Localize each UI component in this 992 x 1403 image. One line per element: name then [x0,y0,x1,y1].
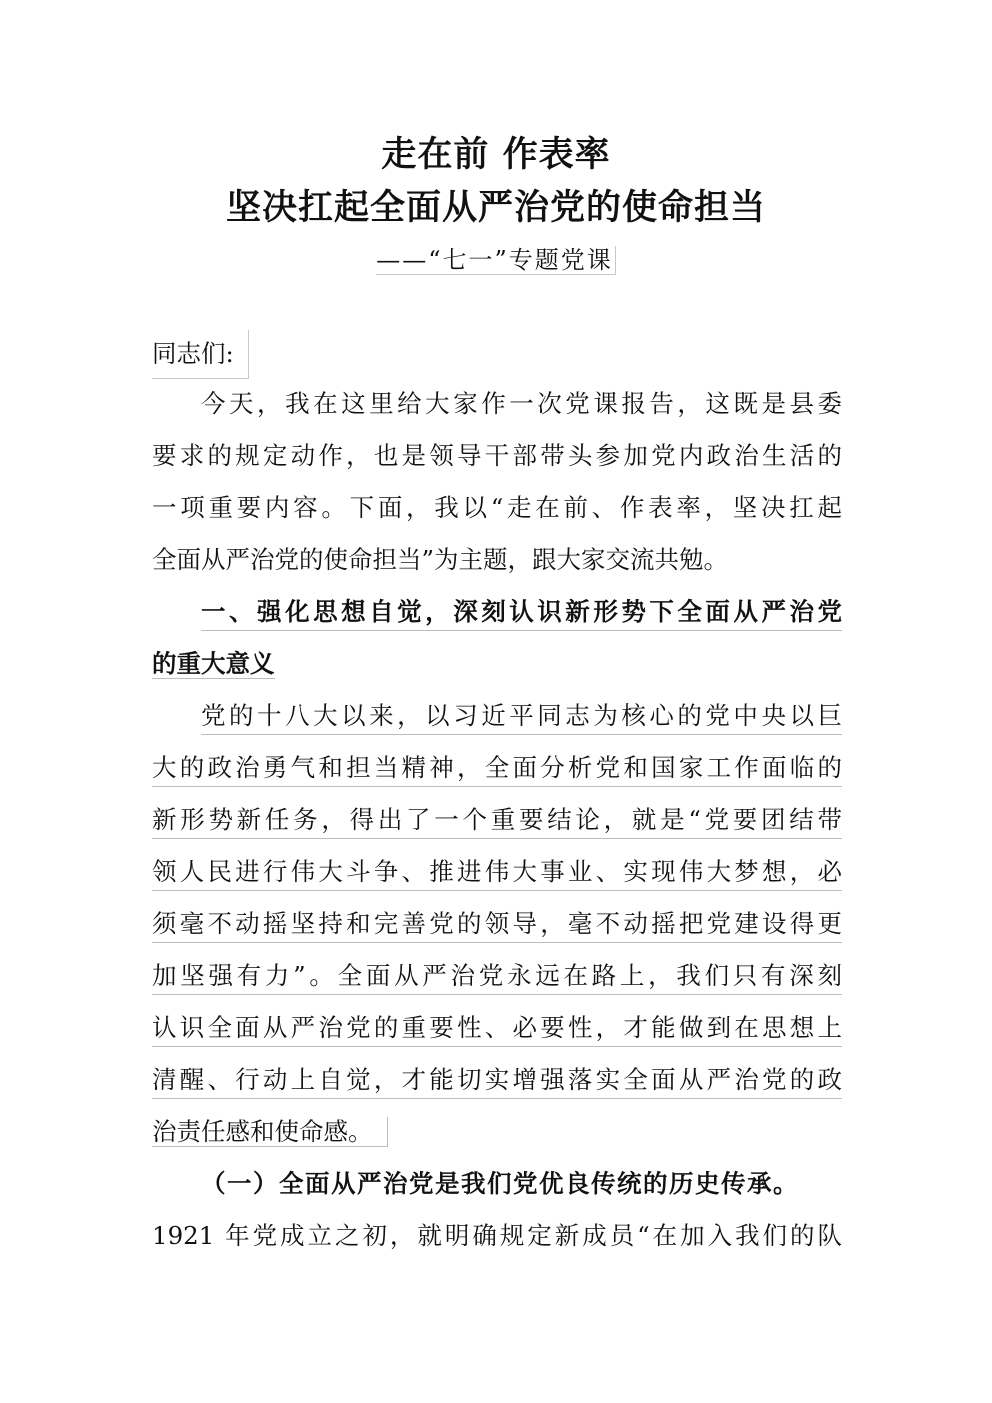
title-line-2: 坚决扛起全面从严治党的使命担当 [225,187,766,228]
subtitle-text: ——“七一”专题党课 [376,246,616,275]
title-line-1: 走在前 作表率 [381,134,611,175]
intro-line-4: 全面从严治党的使命担当”为主题，跟大家交流共勉。 [152,545,729,574]
greeting: 同志们: [152,330,249,379]
para-1-line-2: 大的政治勇气和担当精神，全面分析党和国家工作面临的 [152,742,842,787]
intro-line-1: 今天，我在这里给大家作一次党课报告，这既是县委 [201,389,842,418]
heading-1-line-2 [152,638,842,690]
para-1-line-9 [152,1106,842,1158]
para-1-line-4: 领人民进行伟大斗争、推进伟大事业、实现伟大梦想，必 [152,846,842,891]
para-1-line-3: 新形势新任务，得出了一个重要结论，就是“党要团结带 [152,794,842,839]
heading-1-line-1: 一、强化思想自觉，深刻认识新形势下全面从严治党 [201,586,842,631]
para-1-line-1: 党的十八大以来，以习近平同志为核心的党中央以巨 [201,690,842,735]
para-2-line-1: 1921 年党成立之初，就明确规定新成员“在加入我们的队 [152,1221,842,1250]
para-1-line-9-text: 治责任感和使命感。 [152,1117,388,1147]
heading-1-line-2-text: 的重大意义 [152,649,275,678]
subtitle [0,240,992,280]
para-1-line-7: 认识全面从严治党的重要性、必要性，才能做到在思想上 [152,1002,842,1047]
intro-line-2: 要求的规定动作，也是领导干部带头参加党内政治生活的 [152,441,842,470]
intro-line-3: 一项重要内容。下面，我以“走在前、作表率，坚决扛起 [152,493,842,522]
subheading-1: （一）全面从严治党是我们党优良传统的历史传承。 [201,1169,799,1198]
para-1-line-6: 加坚强有力”。全面从严治党永远在路上，我们只有深刻 [152,950,842,995]
para-1-line-5: 须毫不动摇坚持和完善党的领导，毫不动摇把党建设得更 [152,898,842,943]
para-1-line-8: 清醒、行动上自觉，才能切实增强落实全面从严治党的政 [152,1054,842,1099]
